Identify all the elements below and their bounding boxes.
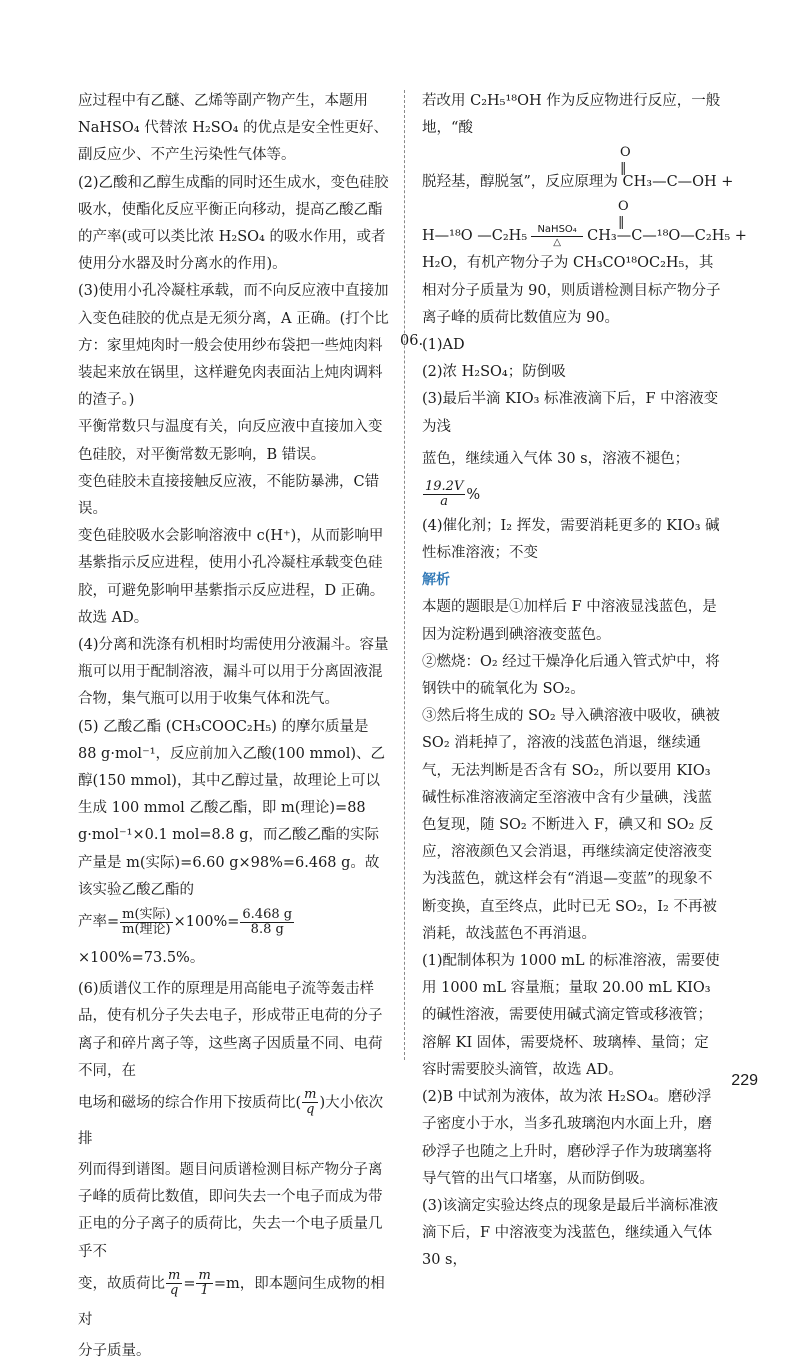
left-paragraph-10: (6)质谱仪工作的原理是用高能电子流等轰击样品，使有机分子失去电子，形成带正电荷的分子离子和碎片离子等，这些离子因质量不同、电荷不同，在 bbox=[78, 981, 383, 1079]
left-paragraph-13: 变，故质荷比 $\frac{m}{q}$ = $\frac{m}{1}$ =m，即本题问生成物的相对 bbox=[78, 1268, 385, 1328]
answer-3: (3)最后半滴 KIO₃ 标准液滴下后，F 中溶液变为浅 bbox=[422, 391, 719, 435]
left-paragraph-2: (2)乙酸和乙醇生成酯的同时还生成水，变色硅胶吸水，使酯化反应平衡正向移动，提高乙酸乙酯的产率(或可以类比浓 H₂SO₄ 的吸水作用，或者使用分水器及时分离水的作用)。 bbox=[78, 174, 389, 273]
column-divider bbox=[404, 90, 406, 1060]
answer-2: (2)浓 H₂SO₄；防倒吸 bbox=[422, 364, 566, 381]
left-column bbox=[78, 88, 390, 1365]
reaction-formula-1: O ‖ 脱羟基，醇脱氢”，反应原理为 CH₃—C—OH + bbox=[422, 145, 734, 191]
page-number: 229 bbox=[731, 1072, 758, 1089]
reaction-arrow: NaHSO₄ △ bbox=[531, 225, 583, 248]
fraction-19-2v-a: $\frac{19.2V}{a}$ bbox=[425, 479, 464, 510]
right-paragraph-6: (1)配制体积为 1000 mL 的标准溶液，需要使用 1000 mL 容量瓶；量取 20.00 mL KIO₃ 的碱性溶液，需要使用碱式滴定管或移液管；溶解 KI 固体，需要烧杯、玻璃棒、量筒；定容时需要胶头滴管，故选 AD。 bbox=[422, 953, 720, 1078]
left-paragraph-6: 变色硅胶吸水会影响溶液中 c(H⁺)，从而影响甲基紫指示反应进程，使用小孔冷凝柱承载变色硅胶，可避免影响甲基紫指示反应进程，D 正确。故选 AD。 bbox=[78, 528, 385, 626]
right-paragraph-2: H₂O，有机产物分子为 CH₃CO¹⁸OC₂H₅，其相对分子质量为 90，则质谱检测目标产物分子离子峰的质荷比数值应为 90。 bbox=[422, 255, 721, 326]
fraction-m-q-2: $\frac{m}{q}$ bbox=[168, 1268, 181, 1299]
right-paragraph-5: ③然后将生成的 SO₂ 导入碘溶液中吸收，碘被 SO₂ 消耗掉了，溶液的浅蓝色消退，继续通气，无法判断是否含有 SO₂，所以要用 KIO₃ 碱性标准溶液滴定至溶液中含有少量碘，浅蓝色复现，随 SO₂ 不断进入 F，碘又和 SO₂ 反应，溶液颜色又会消退，再继续滴定使溶液变为浅蓝色，就这样会有“消退—变蓝”的现象不断变换，直至终点，此时已无 SO₂，I₂ 不再被消耗，故浅蓝色不再消退。 bbox=[422, 708, 720, 942]
right-paragraph-4: ②燃烧：O₂ 经过干燥净化后通入管式炉中，将钢铁中的硫氧化为 SO₂。 bbox=[422, 653, 720, 698]
left-paragraph-5: 变色硅胶未直接接触反应液，不能防暴沸，C错误。 bbox=[78, 473, 380, 518]
right-paragraph-1: 若改用 C₂H₅¹⁸OH 作为反应物进行反应，一般地，“酸 bbox=[422, 93, 721, 137]
fraction-mass: $\frac{6.468 g}{8.8 g}$ bbox=[242, 906, 293, 937]
left-paragraph-14: 分子质量。 bbox=[78, 1342, 151, 1359]
fraction-m-1: $\frac{m}{1}$ bbox=[198, 1268, 211, 1299]
question-number: 06. bbox=[400, 333, 424, 349]
right-paragraph-8: (3)该滴定实验达终点的现象是最后半滴标准液滴下后，F 中溶液变为浅蓝色，继续通入气体 30 s， bbox=[422, 1197, 719, 1269]
analysis-heading: 解析 bbox=[422, 572, 450, 589]
answer-4: (4)催化剂；I₂ 挥发，需要消耗更多的 KIO₃ 碱性标准溶液；不变 bbox=[422, 517, 720, 562]
left-paragraph-4: 平衡常数只与温度有关，向反应液中直接加入变色硅胶，对平衡常数无影响，B 错误。 bbox=[78, 419, 383, 463]
left-paragraph-7: (4)分离和洗涤有机相时均需使用分液漏斗。容量瓶可以用于配制溶液，漏斗可以用于分离固液混合物，集气瓶可以用于收集气体和洗气。 bbox=[78, 637, 389, 708]
right-paragraph-7: (2)B 中试剂为液体，故为浓 H₂SO₄。磨砂浮子密度小于水，当多孔玻璃泡内水面上升，磨砂浮子也随之上升时，磨砂浮子作为玻璃塞将导气管的出气口堵塞，从而防倒吸。 bbox=[422, 1089, 712, 1187]
reaction-formula-2: O ‖ H—¹⁸O —C₂H₅ NaHSO₄ △ CH₃—C—¹⁸O—C₂H₅ + bbox=[422, 199, 747, 248]
answer-1: (1)AD bbox=[422, 337, 465, 354]
left-paragraph-3: (3)使用小孔冷凝柱承载，而不向反应液中直接加入变色硅胶的优点是无须分离，A 正确。(打个比方：家里炖肉时一般会使用纱布袋把一些炖肉料装起来放在锅里，这样避免肉表面沾上炖肉调料的渣子。) bbox=[78, 283, 389, 409]
answer-3-continued: 蓝色，继续通入气体 30 s，溶液不褪色； $\frac{19.2V}{a}$ % bbox=[422, 450, 690, 510]
left-paragraph-12: 列而得到谱图。题目问质谱检测目标产物分子离子峰的质荷比数值，即问失去一个电子而成为带正电的分子离子的质荷比，失去一个电子质量几乎不 bbox=[78, 1161, 383, 1260]
right-paragraph-3: 本题的题眼是①加样后 F 中溶液显浅蓝色，是因为淀粉遇到碘溶液变蓝色。 bbox=[422, 599, 717, 643]
left-paragraph-8: (5) 乙酸乙酯 (CH₃COOC₂H₅) 的摩尔质量是 88 g·mol⁻¹，反应前加入乙酸(100 mmol)、乙醇(150 mmol)，其中乙醇过量，故理论上可以生成 100 mmol 乙酸乙酯，即 m(理论)=88 g·mol⁻¹×0.1 mol=8.8 g，而乙酸乙酯的实际产量是 m(实际)=6.60 g×98%=6.468 g。故该实验乙酸乙酯的 bbox=[78, 718, 385, 898]
left-paragraph-1: 应过程中有乙醚、乙烯等副产物产生，本题用NaHSO₄ 代替浓 H₂SO₄ 的优点是安全性更好、副反应少、不产生污染性气体等。 bbox=[78, 93, 389, 164]
yield-formula: 产率= $\frac{\text{m(实际)}}{\text{m(理论)}}$ ×100%= $\frac{6.468 g}{8.8 g}$ ×100%=73.5%。 bbox=[78, 906, 293, 967]
left-paragraph-11: 电场和磁场的综合作用下按质荷比( $\frac{m}{q}$ )大小依次排 bbox=[78, 1087, 384, 1147]
fraction-m-q: $\frac{m}{q}$ bbox=[304, 1087, 317, 1118]
fraction-actual-theory: $\frac{\text{m(实际)}}{\text{m(理论)}}$ bbox=[122, 906, 171, 937]
